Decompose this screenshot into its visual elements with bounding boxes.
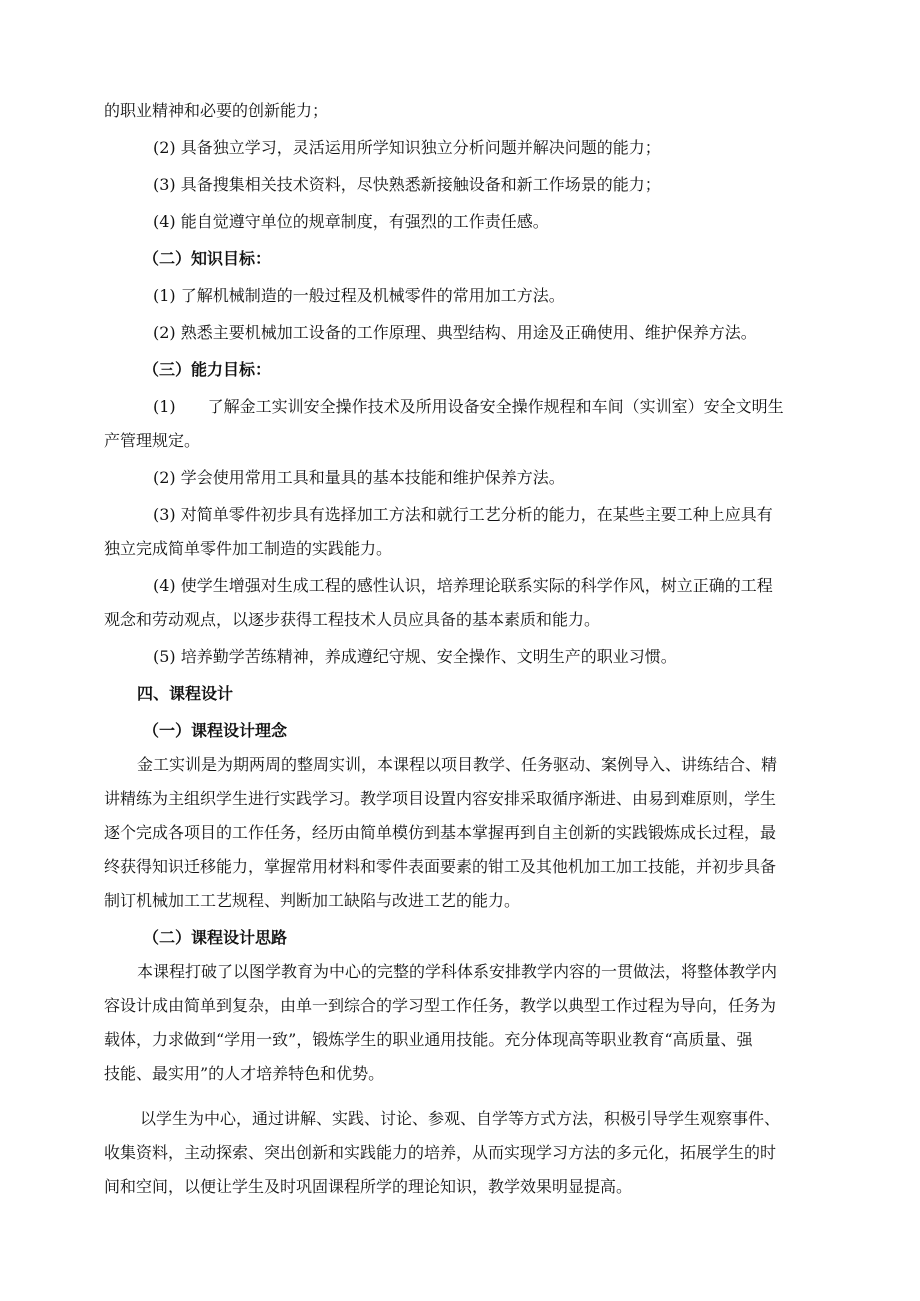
section-heading: （二）知识目标： <box>143 249 272 268</box>
paragraph-line: 间和空间，以便让学生及时巩固课程所学的理论知识，教学效果明显提高。 <box>104 1177 633 1196</box>
list-item-line: (2) 熟悉主要机械加工设备的工作原理、典型结构、用途及正确使用、维护保养方法。 <box>153 323 757 342</box>
list-item-line: (1) 了解机械制造的一般过程及机械零件的常用加工方法。 <box>153 286 565 305</box>
paragraph-line: 本课程打破了以图学教育为中心的完整的学科体系安排教学内容的一贯做法，将整体教学内 <box>137 962 778 981</box>
paragraph-line: 载体，力求做到“学用一致”，锻炼学生的职业通用技能。充分体现高等职业教育“高质量、强 <box>104 1030 753 1049</box>
paragraph-line: 终获得知识迁移能力，掌握常用材料和零件表面要素的钳工及其他机加工加工技能，并初步具备 <box>104 857 777 876</box>
paragraph-line: 以学生为中心，通过讲解、实践、讨论、参观、自学等方式方法，积极引导学生观察事件、 <box>140 1109 781 1128</box>
list-item-line: (3) 对简单零件初步具有选择加工方法和就行工艺分析的能力，在某些主要工种上应具有 <box>153 505 773 524</box>
list-item-line: (1) 了解金工实训安全操作技术及所用设备安全操作规程和车间（实训室）安全文明生 <box>153 397 784 416</box>
paragraph-line: 独立完成简单零件加工制造的实践能力。 <box>104 539 393 558</box>
paragraph-line: 逐个完成各项目的工作任务，经历由简单模仿到基本掌握再到自主创新的实践锻炼成长过程，最 <box>104 823 777 842</box>
list-item-line: (4) 使学生增强对生成工程的感性认识，培养理论联系实际的科学作风，树立正确的工程 <box>153 576 773 595</box>
chapter-heading: 四、课程设计 <box>137 684 234 703</box>
list-item-line: (5) 培养勤学苦练精神，养成遵纪守规、安全操作、文明生产的职业习惯。 <box>153 647 677 666</box>
list-item-line: (4) 能自觉遵守单位的规章制度，有强烈的工作责任感。 <box>153 212 549 231</box>
paragraph-line: 观念和劳动观点，以逐步获得工程技术人员应具备的基本素质和能力。 <box>104 610 601 629</box>
paragraph-line: 收集资料，主动探索、突出创新和实践能力的培养，从而实现学习方法的多元化，拓展学生的时 <box>104 1143 777 1162</box>
section-heading: （一）课程设计理念 <box>143 721 288 740</box>
paragraph-line: 金工实训是为期两周的整周实训，本课程以项目教学、任务驱动、案例导入、讲练结合、精 <box>137 755 778 774</box>
paragraph-line: 产管理规定。 <box>104 431 201 450</box>
list-item-line: (2) 具备独立学习，灵活运用所学知识独立分析问题并解决问题的能力； <box>153 138 661 157</box>
paragraph-line: 容设计成由简单到复杂，由单一到综合的学习型工作任务，教学以典型工作过程为导向，任务为 <box>104 996 777 1015</box>
paragraph-line: 技能、最实用”的人才培养特色和优势。 <box>104 1064 385 1083</box>
list-item-line: (3) 具备搜集相关技术资料，尽快熟悉新接触设备和新工作场景的能力； <box>153 175 661 194</box>
list-item-line: (2) 学会使用常用工具和量具的基本技能和维护保养方法。 <box>153 468 565 487</box>
paragraph-line: 制订机械加工工艺规程、判断加工缺陷与改进工艺的能力。 <box>104 891 521 910</box>
section-heading: （二）课程设计思路 <box>143 928 288 947</box>
paragraph-line: 的职业精神和必要的创新能力； <box>104 101 329 120</box>
section-heading: （三）能力目标： <box>143 360 272 379</box>
paragraph-line: 讲精练为主组织学生进行实践学习。教学项目设置内容安排采取循序渐进、由易到难原则，学生 <box>104 789 777 808</box>
